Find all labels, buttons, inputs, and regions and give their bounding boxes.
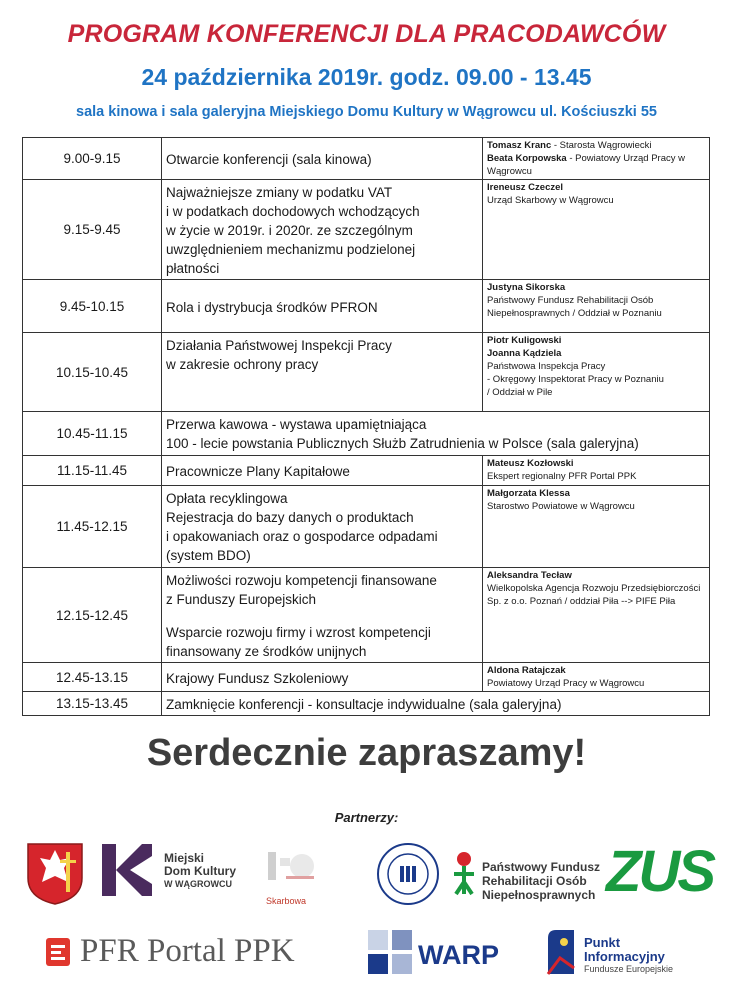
program-topic-line: Otwarcie konferencji (sala kinowa) — [166, 152, 372, 167]
speaker-name: Ireneusz Czeczel — [487, 182, 564, 193]
speaker-name: Joanna Kądziela — [487, 348, 562, 359]
program-time: 12.15-12.45 — [23, 568, 162, 663]
speaker-role: - Okręgowy Inspektorat Pracy w Poznaniu — [487, 374, 664, 385]
speaker-role: Ekspert regionalny PFR Portal PPK — [487, 471, 637, 482]
program-topic-line: Krajowy Fundusz Szkoleniowy — [166, 670, 349, 686]
speaker-entry — [487, 360, 705, 373]
speaker-role: Państwowy Fundusz Rehabilitacji Osób Niepełnosprawnych / Oddział w Poznaniu — [487, 295, 662, 319]
speaker-name: Aldona Ratajczak — [487, 665, 566, 676]
pip-logo-icon — [376, 842, 440, 911]
warp-logo: WARP — [418, 940, 499, 970]
speaker-entry — [487, 664, 705, 677]
program-time: 13.15-13.45 — [23, 692, 162, 716]
speaker-entry — [487, 334, 705, 347]
speaker-entry — [487, 569, 705, 582]
powiat-coat-of-arms-logo — [26, 842, 84, 911]
program-topic-line: Pracownicze Plany Kapitałowe — [166, 464, 350, 479]
speaker-role: Starostwo Powiatowe w Wągrowcu — [487, 501, 635, 512]
speaker-entry — [487, 194, 705, 207]
speaker-entry — [487, 152, 705, 178]
program-row — [23, 280, 710, 333]
speaker-name: Małgorzata Klessa — [487, 488, 570, 499]
speaker-entry — [487, 294, 705, 320]
partners-label: Partnerzy: — [334, 810, 399, 825]
punkt-informacyjny-text: Punkt Informacyjny Fundusze Europejskie — [584, 935, 674, 974]
program-time: 10.45-11.15 — [23, 412, 162, 456]
program-topic — [162, 180, 483, 280]
program-row — [23, 456, 710, 486]
pfron-logo-icon — [450, 850, 478, 901]
program-table — [22, 137, 710, 716]
program-row — [23, 568, 710, 663]
speaker-entry — [487, 470, 705, 483]
program-time: 10.15-10.45 — [23, 333, 162, 412]
speaker-role: - Powiatowy Urząd Pracy w Wągrowcu — [487, 153, 685, 177]
program-topic-line: Najważniejsze zmiany w podatku VAT — [166, 185, 393, 200]
program-topic-line: Działania Państwowej Inspekcji Pracy — [166, 338, 392, 353]
speaker-name: Beata Korpowska — [487, 153, 567, 164]
program-topic-line: Przerwa kawowa - wystawa upamiętniająca — [166, 417, 427, 432]
speaker-name: Mateusz Kozłowski — [487, 458, 574, 469]
program-topic-line: i w podatkach dochodowych wchodzących — [166, 204, 420, 219]
program-time: 9.45-10.15 — [23, 280, 162, 333]
program-topic-line: Rejestracja do bazy danych o produktach — [166, 510, 414, 525]
speaker-entry — [487, 139, 705, 152]
program-topic — [162, 486, 483, 568]
program-speakers — [483, 663, 710, 692]
speaker-role: - Starosta Wągrowiecki — [551, 140, 652, 151]
program-time: 11.45-12.15 — [23, 486, 162, 568]
program-row — [23, 486, 710, 568]
program-row — [23, 333, 710, 412]
speaker-name: Justyna Sikorska — [487, 282, 566, 293]
speaker-role: Wielkopolska Agencja Rozwoju Przedsiębiorczości Sp. z o.o. Poznań / oddział Piła --> PIFE Piła — [487, 583, 701, 607]
program-topic-line: finansowany ze środków unijnych — [166, 644, 367, 659]
page-title: PROGRAM KONFERENCJI DLA PRACODAWCÓW — [67, 20, 666, 48]
program-topic-line: Zamknięcie konferencji - konsultacje indywidualne (sala galeryjna) — [166, 697, 562, 712]
program-speakers — [483, 280, 710, 333]
speaker-entry — [487, 457, 705, 470]
program-speakers — [483, 456, 710, 486]
speaker-role: Powiatowy Urząd Pracy w Wągrowcu — [487, 678, 645, 689]
invitation-text: Serdecznie zapraszamy! — [146, 732, 587, 774]
program-speakers — [483, 180, 710, 280]
warp-logo-icon — [368, 930, 412, 979]
program-topic — [162, 280, 483, 333]
program-topic — [162, 333, 483, 412]
program-topic — [162, 138, 483, 180]
program-time: 12.45-13.15 — [23, 663, 162, 692]
program-topic — [162, 412, 710, 456]
kas-logo-caption: Skarbowa — [266, 896, 307, 906]
program-time: 9.15-9.45 — [23, 180, 162, 280]
program-topic-line: w zakresie ochrony pracy — [166, 357, 319, 372]
mdk-logo-icon — [100, 842, 152, 903]
speaker-role: Państwowa Inspekcja Pracy — [487, 361, 606, 372]
speaker-entry — [487, 677, 705, 690]
program-topic-line: 100 - lecie powstania Publicznych Służb Zatrudnienia w Polsce (sala galeryjna) — [166, 436, 639, 451]
program-row — [23, 138, 710, 180]
program-row — [23, 663, 710, 692]
program-topic — [162, 663, 483, 692]
speaker-name: Piotr Kuligowski — [487, 335, 562, 346]
program-topic — [162, 568, 483, 663]
pfr-portal-ppk-logo: PFR Portal PPK — [80, 933, 295, 969]
punkt-informacyjny-icon — [546, 928, 576, 981]
program-speakers — [483, 333, 710, 412]
program-topic-line: płatności — [166, 261, 220, 276]
program-topic-line: i opakowaniach oraz o gospodarce odpadami — [166, 529, 438, 544]
speaker-entry — [487, 347, 705, 360]
program-time: 11.15-11.45 — [23, 456, 162, 486]
speaker-role: / Oddział w Pile — [487, 387, 553, 398]
speaker-entry — [487, 487, 705, 500]
program-topic-line — [166, 609, 478, 623]
kas-logo-icon — [262, 848, 316, 889]
program-topic-line: uwzględnieniem mechanizmu podzielonej — [166, 242, 416, 257]
mdk-logo-text: Miejski Dom Kultury W WĄGROWCU — [164, 851, 236, 889]
program-time: 9.00-9.15 — [23, 138, 162, 180]
program-topic-line: Opłata recyklingowa — [166, 491, 288, 506]
program-topic-line: Wsparcie rozwoju firmy i wzrost kompetencji — [166, 625, 431, 640]
speaker-entry — [487, 373, 705, 386]
conference-date: 24 października 2019r. godz. 09.00 - 13.45 — [141, 64, 592, 90]
speaker-role: Urząd Skarbowy w Wągrowcu — [487, 195, 614, 206]
speaker-entry — [487, 181, 705, 194]
program-speakers — [483, 568, 710, 663]
program-topic — [162, 456, 483, 486]
pfr-logo-icon — [46, 938, 70, 971]
program-topic-line: w życie w 2019r. i 2020r. ze szczególnym — [166, 223, 413, 238]
program-topic-line: (system BDO) — [166, 548, 251, 563]
program-speakers — [483, 486, 710, 568]
conference-venue: sala kinowa i sala galeryjna Miejskiego Domu Kultury w Wągrowcu ul. Kościuszki 55 — [76, 104, 657, 120]
program-topic-line: z Funduszy Europejskich — [166, 592, 317, 607]
program-row — [23, 412, 710, 456]
program-topic-line: Możliwości rozwoju kompetencji finansowane — [166, 573, 437, 588]
program-speakers — [483, 138, 710, 180]
program-topic-line: Rola i dystrybucja środków PFRON — [166, 299, 378, 315]
zus-logo: ZUS — [606, 839, 713, 904]
program-row — [23, 180, 710, 280]
speaker-entry — [487, 281, 705, 294]
program-topic — [162, 692, 710, 716]
speaker-entry — [487, 500, 705, 513]
program-row — [23, 692, 710, 716]
pfron-logo-text: Państwowy Fundusz Rehabilitacji Osób Niepełnosprawnych — [482, 860, 601, 902]
speaker-entry — [487, 582, 705, 608]
speaker-name: Aleksandra Tecław — [487, 570, 572, 581]
speaker-entry — [487, 386, 705, 399]
speaker-name: Tomasz Kranc — [487, 140, 552, 151]
